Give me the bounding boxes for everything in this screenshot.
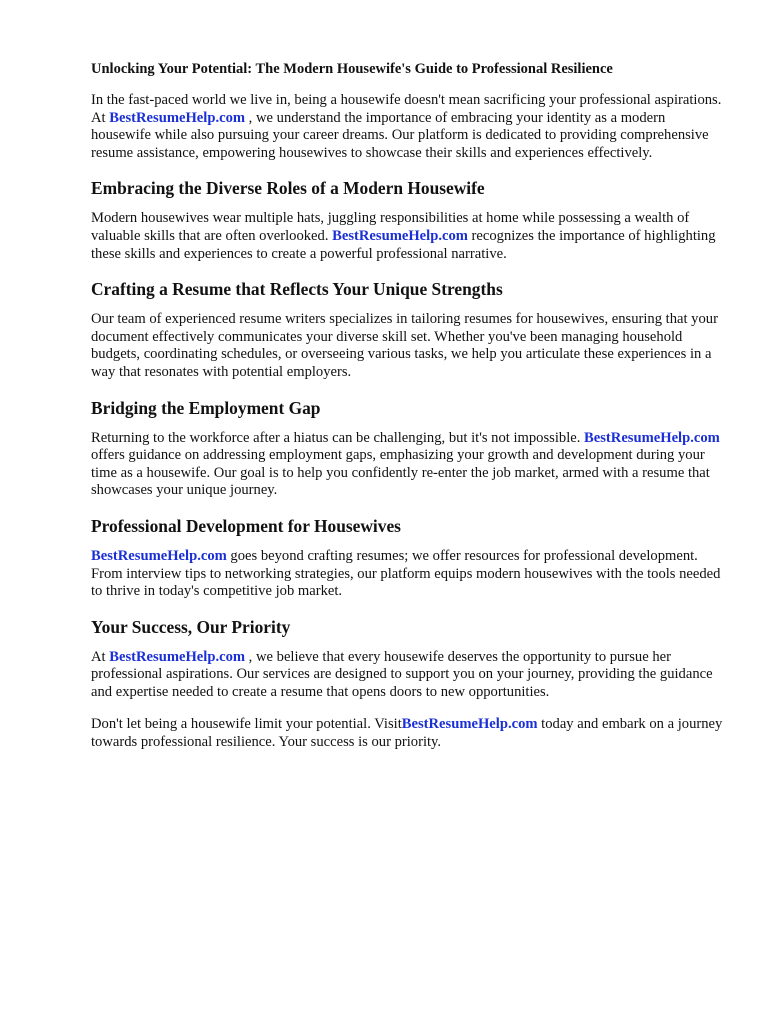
section-heading-diverse-roles: Embracing the Diverse Roles of a Modern Housewife	[91, 178, 485, 199]
bestresumehelp-link[interactable]: BestResumeHelp.com	[584, 429, 720, 446]
section-heading-professional-development: Professional Development for Housewives	[91, 515, 401, 536]
intro-text-after: , we understand the importance of embracing your identity as a modern housewife while also pursuing your career dreams. Our platform is dedicated to providing comprehensive resume assistance, empowering housewives to showcase their skills and experiences effectively.	[91, 109, 709, 161]
section-paragraph-employment-gap	[91, 430, 728, 500]
paragraph-text-after: recognizes the importance of highlighting these skills and experiences to create a powerful professional narrative.	[91, 227, 716, 262]
bestresumehelp-link[interactable]: BestResumeHelp.com	[109, 648, 246, 665]
document-title: Unlocking Your Potential: The Modern Housewife's Guide to Professional Resilience	[91, 61, 613, 77]
bestresumehelp-link[interactable]: BestResumeHelp.com	[401, 716, 538, 733]
bestresumehelp-link[interactable]: BestResumeHelp.com	[332, 227, 468, 244]
section-paragraph-professional-development	[91, 548, 728, 601]
section-paragraph-success-priority	[91, 649, 728, 702]
intro-text-before: In the fast-paced world we live in, being a housewife doesn't mean sacrificing your professional aspirations. At	[91, 92, 722, 126]
paragraph-text-before: Modern housewives wear multiple hats, juggling responsibilities at home while possessing a wealth of valuable skills that are often overlooked.	[91, 210, 690, 244]
intro-paragraph	[91, 92, 728, 162]
section-heading-employment-gap: Bridging the Employment Gap	[91, 397, 321, 418]
section-paragraph-unique-strengths: Our team of experienced resume writers specializes in tailoring resumes for housewives, ensuring that your document effectively communicates your diverse skill set. Whether you've been managing household budgets, coordinating schedules, or overseeing various tasks, we help you articulate these experiences in a way that resonates with potential employers.	[91, 311, 718, 380]
paragraph-text-after: goes beyond crafting resumes; we offer resources for professional development. From interview tips to networking strategies, our platform equips modern housewives with the tools needed to thrive in today's competitive job market.	[91, 547, 721, 600]
bestresumehelp-link[interactable]: BestResumeHelp.com	[91, 547, 227, 564]
paragraph-text-before: Returning to the workforce after a hiatus can be challenging, but it's not impossible.	[91, 429, 585, 446]
bestresumehelp-link[interactable]: BestResumeHelp.com	[109, 109, 246, 126]
section-paragraph-diverse-roles	[91, 210, 728, 263]
paragraph-text-before: At	[91, 648, 110, 665]
closing-paragraph	[91, 716, 728, 751]
closing-text-before: Don't let being a housewife limit your potential. Visit	[91, 716, 402, 733]
section-heading-unique-strengths: Crafting a Resume that Reflects Your Unique Strengths	[91, 279, 503, 300]
closing-text-after: today and embark on a journey towards professional resilience. Your success is our priority.	[91, 716, 723, 751]
section-heading-success-priority: Your Success, Our Priority	[91, 616, 291, 637]
paragraph-text-after: offers guidance on addressing employment gaps, emphasizing your growth and development during your time as a housewife. Our goal is to help you confidently re-enter the job market, armed with a resume that showcases your unique journey.	[91, 447, 710, 499]
paragraph-text-after: , we believe that every housewife deserves the opportunity to pursue her professional aspirations. Our services are designed to support you on your journey, providing the guidance and expertise needed to create a resume that opens doors to new opportunities.	[91, 648, 713, 700]
